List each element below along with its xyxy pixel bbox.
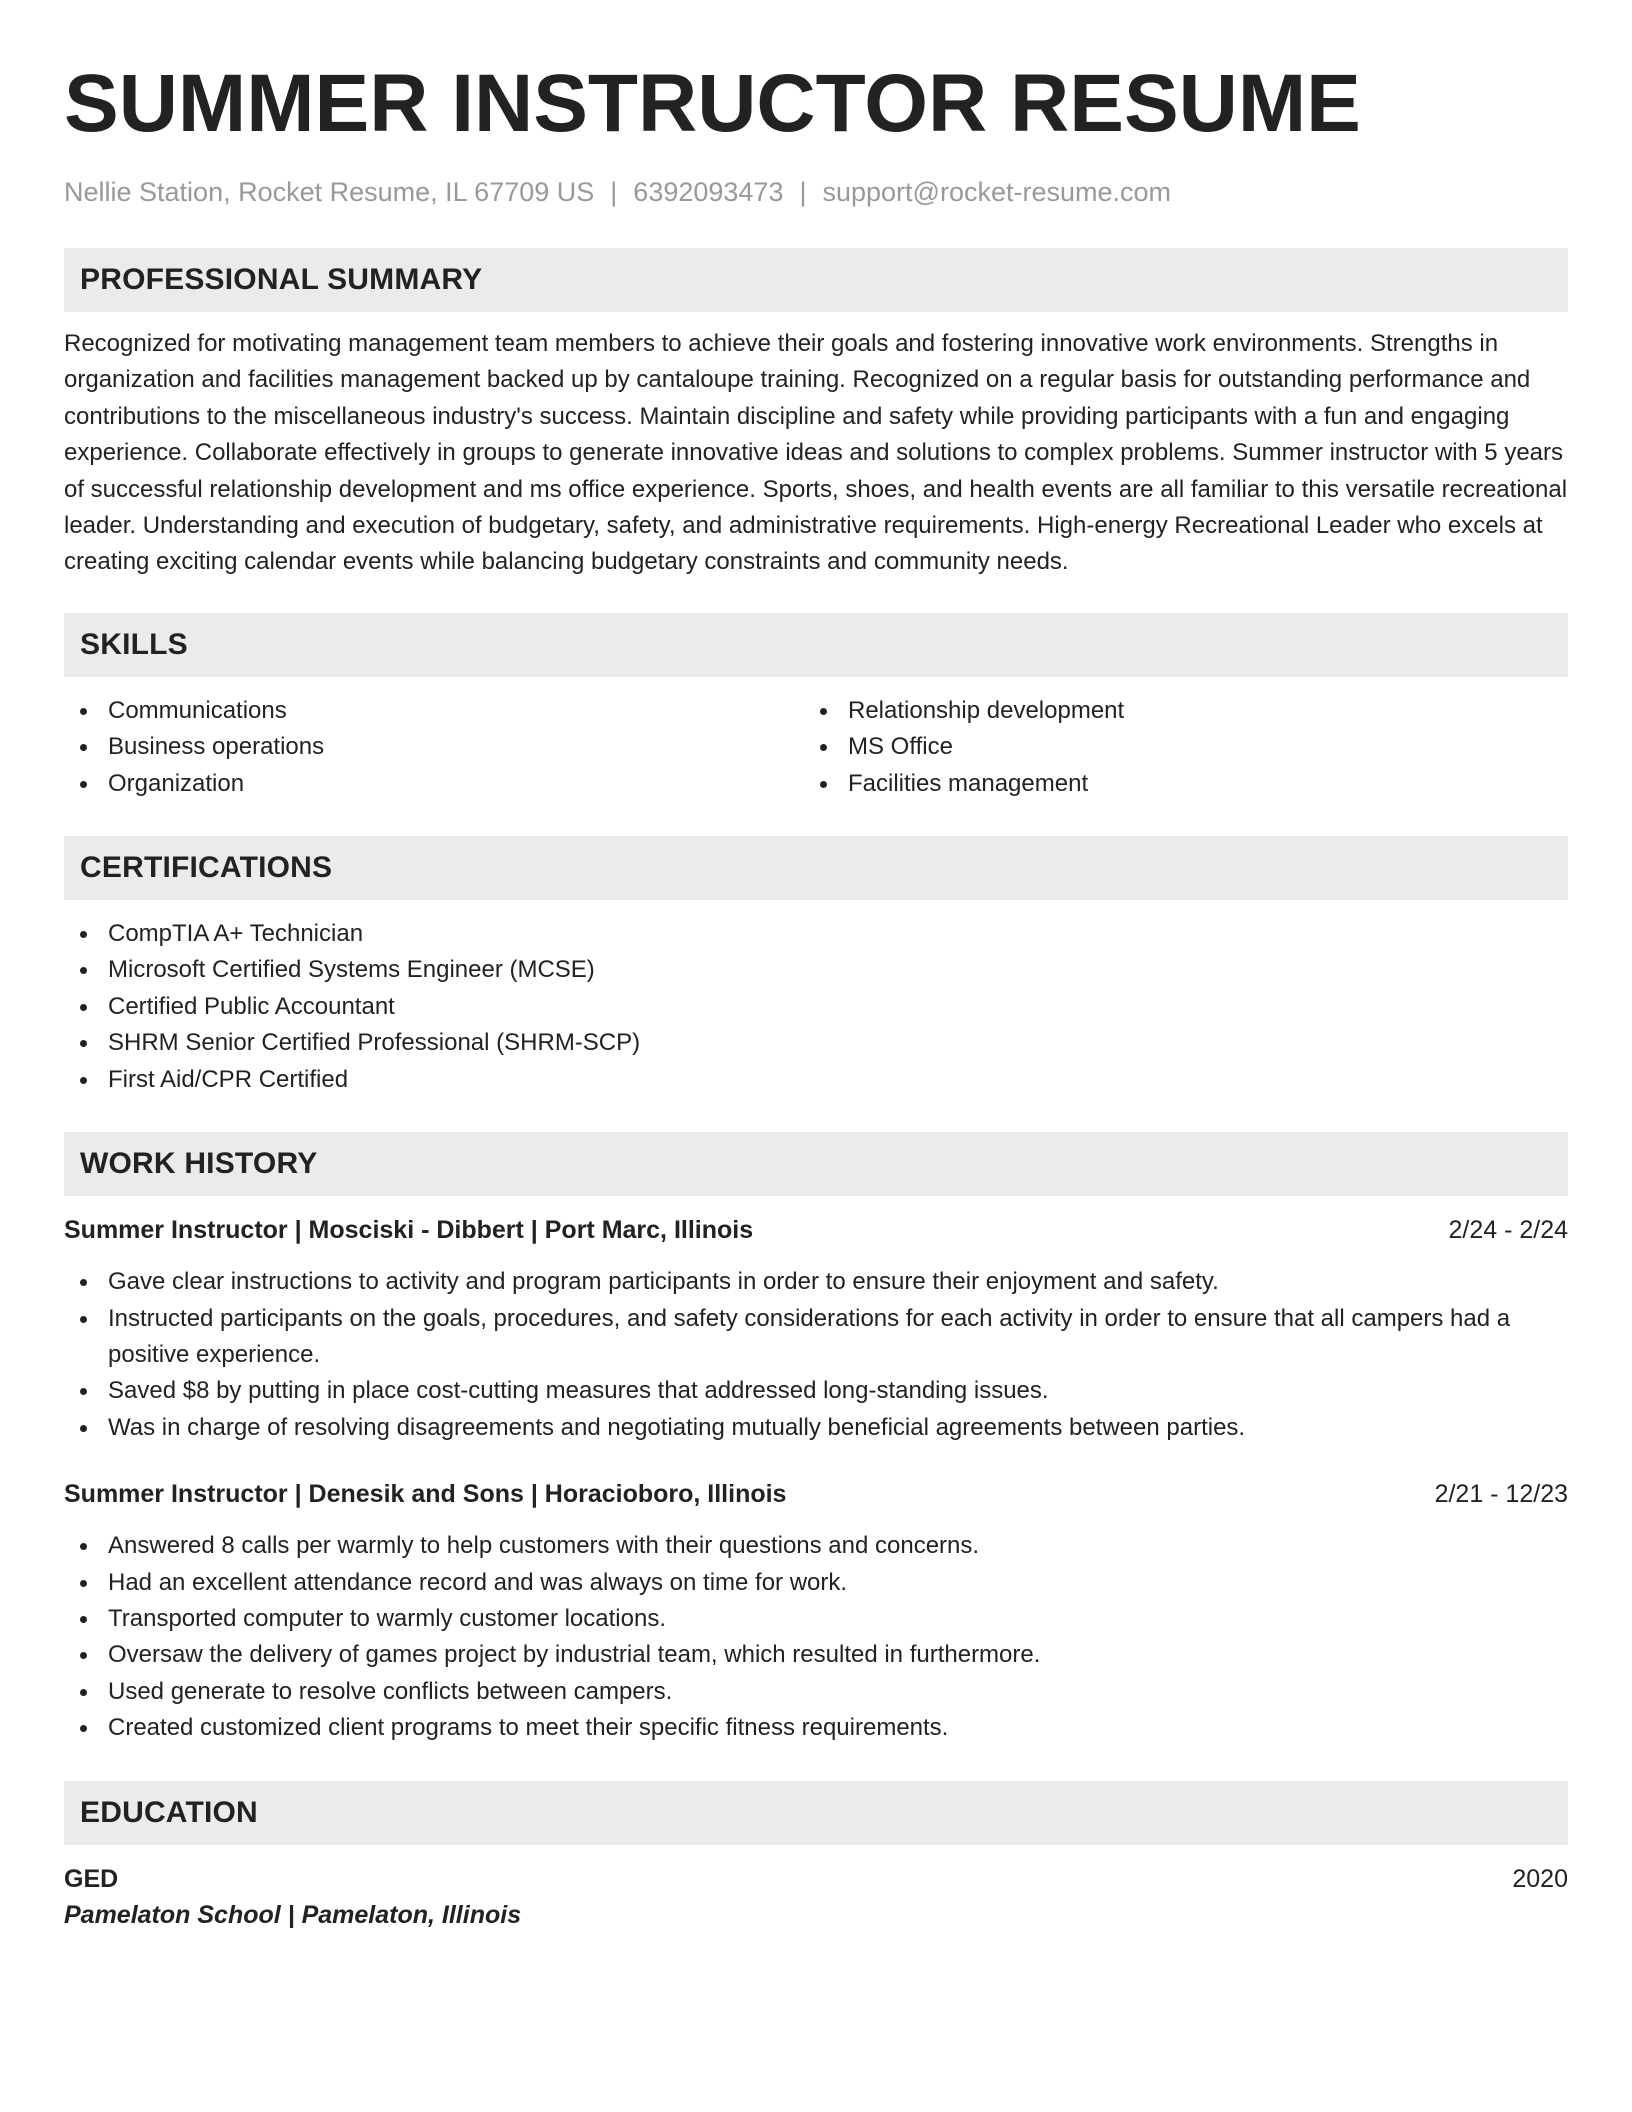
skill-item: Organization xyxy=(64,766,804,802)
skills-list xyxy=(64,693,1568,802)
job-bullet: Transported computer to warmly customer locations. xyxy=(64,1601,1568,1637)
job-header xyxy=(64,1212,1568,1248)
contact-email: support@rocket-resume.com xyxy=(822,177,1172,207)
job-bullet: Used generate to resolve conflicts between campers. xyxy=(64,1674,1568,1710)
job-bullet: Oversaw the delivery of games project by industrial team, which resulted in furthermore. xyxy=(64,1637,1568,1673)
contact-line xyxy=(64,174,1568,210)
job-dates: 2/21 - 12/23 xyxy=(1434,1480,1568,1509)
job-bullet: Saved $8 by putting in place cost-cutting measures that addressed long-standing issues. xyxy=(64,1373,1568,1409)
summary-text: Recognized for motivating management team members to achieve their goals and fostering innovative work environments. Strengths in organization and facilities management backed up by cantaloupe training. Recognized on a regular basis for outstanding performance and contributions to the miscellaneous industry's success. Maintain discipline and safety while providing participants with a fun and engaging experience. Collaborate effectively in groups to generate innovative ideas and solutions to complex problems. Summer instructor with 5 years of successful relationship development and ms office experience. Sports, shoes, and health events are all familiar to this versatile recreational leader. Understanding and execution of budgetary, safety, and administrative requirements. High-energy Recreational Leader who excels at creating exciting calendar events while balancing budgetary constraints and community needs. xyxy=(64,330,1568,576)
certification-item: Microsoft Certified Systems Engineer (MCSE) xyxy=(64,952,1568,988)
education-degree: GED xyxy=(64,1864,119,1893)
certification-item: First Aid/CPR Certified xyxy=(64,1062,1568,1098)
resume-title: SUMMER INSTRUCTOR RESUME xyxy=(64,58,1361,149)
education-year: 2020 xyxy=(1512,1864,1568,1893)
work-history-section-header: WORK HISTORY xyxy=(64,1132,1568,1196)
job-bullet: Instructed participants on the goals, procedures, and safety considerations for each activity in order to ensure that all campers had a positive experience. xyxy=(64,1301,1568,1374)
job-bullets xyxy=(64,1528,1568,1746)
certification-item: Certified Public Accountant xyxy=(64,989,1568,1025)
skill-item: Relationship development xyxy=(804,693,1568,729)
job-title: Summer Instructor | Mosciski - Dibbert | Port Marc, Illinois xyxy=(64,1216,754,1245)
skills-section-header: SKILLS xyxy=(64,613,1568,677)
education-school: Pamelaton School | Pamelaton, Illinois xyxy=(64,1900,522,1929)
job-title: Summer Instructor | Denesik and Sons | Horacioboro, Illinois xyxy=(64,1480,787,1509)
certification-item: SHRM Senior Certified Professional (SHRM-SCP) xyxy=(64,1025,1568,1061)
contact-phone: 6392093473 xyxy=(633,177,784,207)
job-bullet: Answered 8 calls per warmly to help customers with their questions and concerns. xyxy=(64,1528,1568,1564)
certifications-section-header: CERTIFICATIONS xyxy=(64,836,1568,900)
summary-section-header: PROFESSIONAL SUMMARY xyxy=(64,248,1568,312)
job-header xyxy=(64,1476,1568,1512)
certifications-list xyxy=(64,916,1568,1098)
skill-item: Business operations xyxy=(64,729,804,765)
skills-column-right xyxy=(804,693,1568,802)
job-entry xyxy=(64,1212,1568,1446)
job-dates: 2/24 - 2/24 xyxy=(1448,1216,1568,1245)
skill-item: Facilities management xyxy=(804,766,1568,802)
job-bullet: Was in charge of resolving disagreements and negotiating mutually beneficial agreements between parties. xyxy=(64,1410,1568,1446)
job-bullet: Had an excellent attendance record and was always on time for work. xyxy=(64,1565,1568,1601)
job-bullets xyxy=(64,1264,1568,1446)
education-header xyxy=(64,1861,1568,1897)
contact-separator: | xyxy=(799,177,807,207)
education-entry xyxy=(64,1861,1568,1933)
certification-item: CompTIA A+ Technician xyxy=(64,916,1568,952)
education-section-header: EDUCATION xyxy=(64,1781,1568,1845)
contact-separator: | xyxy=(610,177,618,207)
job-entry xyxy=(64,1476,1568,1746)
job-bullet: Created customized client programs to meet their specific fitness requirements. xyxy=(64,1710,1568,1746)
skills-column-left xyxy=(64,693,804,802)
skill-item: MS Office xyxy=(804,729,1568,765)
job-bullet: Gave clear instructions to activity and program participants in order to ensure their enjoyment and safety. xyxy=(64,1264,1568,1300)
skill-item: Communications xyxy=(64,693,804,729)
contact-address: Nellie Station, Rocket Resume, IL 67709 US xyxy=(64,177,595,207)
